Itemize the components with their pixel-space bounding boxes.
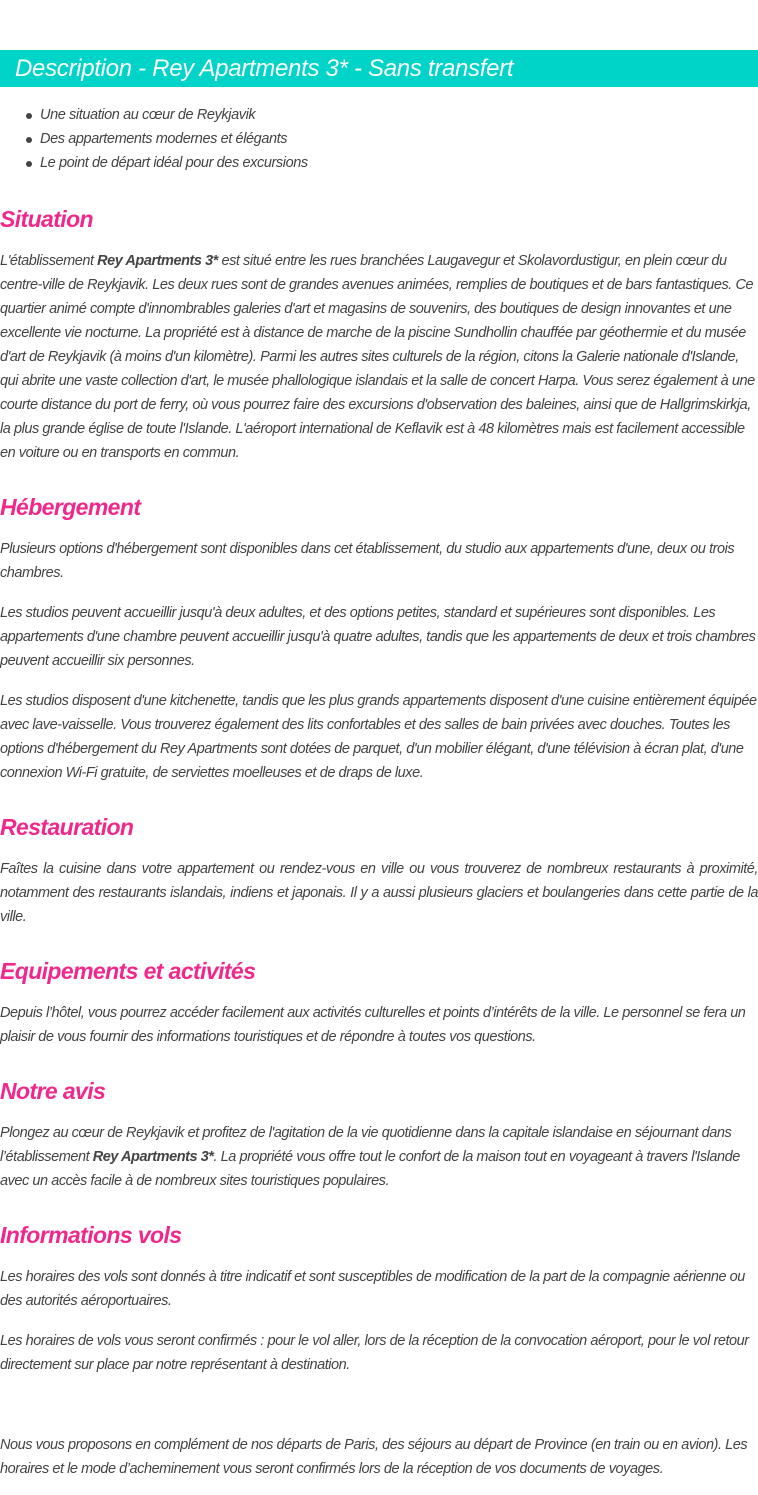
section-situation <box>0 205 758 465</box>
section-title: Equipements et activités <box>0 958 256 984</box>
equipements-paragraph: Depuis l’hôtel, vous pourrez accéder facilement aux activités culturelles et points d’intérêts de la ville. Le personnel se fera un plaisir de vous fournir des informations touristiques et de répondre à toutes vos questions. <box>0 1005 746 1045</box>
highlights-list <box>0 103 308 175</box>
vols-paragraph: Nous vous proposons en complément de nos départs de Paris, des séjours au départ de Province (en train ou en avion). Les horaires et le mode d’acheminement vous seront confirmés lors de la réception de vos documents de voyages. <box>0 1437 748 1477</box>
vols-paragraph: Les horaires des vols sont donnés à titre indicatif et sont susceptibles de modification de la part de la compagnie aérienne ou des autorités aéroportuaires. <box>0 1269 745 1309</box>
page-title: Description - Rey Apartments 3* - Sans transfert <box>15 55 514 82</box>
section-avis <box>0 1077 758 1193</box>
hebergement-paragraph: Les studios disposent d'une kitchenette, tandis que les plus grands appartements disposent d'une cuisine entièrement équipée avec lave-vaisselle. Vous trouverez également des lits confortables et des salles de bain privées avec douches. Toutes les options d'hébergement du Rey Apartments sont dotées de parquet, d'un mobilier élégant, d'une télévision à écran plat, d'une connexion Wi-Fi gratuite, de serviettes moelleuses et de draps de luxe. <box>0 693 757 781</box>
highlight-item: Le point de départ idéal pour des excursions <box>0 151 308 175</box>
section-title: Informations vols <box>0 1222 182 1248</box>
hotel-name: Rey Apartments 3* <box>97 253 218 269</box>
text: . La propriété vous offre tout le confort de la maison tout en voyageant à travers l'Islande avec un accès facile à de nombreux sites touristiques populaires. <box>0 1149 740 1189</box>
section-title: Notre avis <box>0 1078 106 1104</box>
hebergement-paragraph: Plusieurs options d'hébergement sont disponibles dans cet établissement, du studio aux appartements d'une, deux ou trois chambres. <box>0 541 735 581</box>
hotel-name: Rey Apartments 3* <box>92 1149 214 1165</box>
highlight-item: Une situation au cœur de Reykjavik <box>0 103 308 127</box>
section-title: Situation <box>0 206 93 232</box>
section-title: Restauration <box>0 814 134 840</box>
avis-paragraph <box>0 1121 758 1193</box>
vols-paragraph: Les horaires de vols vous seront confirmés : pour le vol aller, lors de la réception de la convocation aéroport, pour le vol retour directement sur place par notre représentant à destination. <box>0 1333 749 1373</box>
section-vols <box>0 1221 758 1481</box>
section-restauration <box>0 813 758 929</box>
section-hebergement <box>0 493 758 785</box>
text: est situé entre les rues branchées Laugavegur et Skolavordustigur, en plein cœur du centre-ville de Reykjavik. Les deux rues sont de grandes avenues animées, remplies de boutiques et de bars fantastiques. Ce quartier animé compte d'innombrables galeries d'art et magasins de souvenirs, des boutiques de design innovantes et une excellente vie nocturne. La propriété est à distance de marche de la piscine Sundhollin chauffée par géothermie et du musée d'art de Reykjavik (à moins d'un kilomètre). Parmi les autres sites culturels de la région, citons la Galerie nationale d'Islande, qui abrite une vaste collection d'art, le musée phallologique islandais et la salle de concert Harpa. Vous serez également à une courte distance du port de ferry, où vous pourrez faire des excursions d'observation des baleines, ainsi que de Hallgrimskirkja, la plus grande église de toute l'Islande. L'aéroport international de Keflavik est à 48 kilomètres mais est facilement accessible en voiture ou en transports en commun. <box>0 253 755 461</box>
section-equipements <box>0 957 758 1049</box>
description-header <box>0 50 758 87</box>
text: L'établissement <box>0 253 98 269</box>
situation-paragraph <box>0 249 758 465</box>
text: Plongez au cœur de Reykjavik et profitez de l'agitation de la vie quotidienne dans la capitale islandaise en séjournant dans l’établissement <box>0 1125 732 1165</box>
section-title: Hébergement <box>0 494 141 520</box>
hebergement-paragraph: Les studios peuvent accueillir jusqu'à deux adultes, et des options petites, standard et supérieures sont disponibles. Les appartements d'une chambre peuvent accueillir jusqu'à quatre adultes, tandis que les appartements de deux et trois chambres peuvent accueillir six personnes. <box>0 605 756 669</box>
highlight-item: Des appartements modernes et élégants <box>0 127 308 151</box>
restauration-paragraph: Faîtes la cuisine dans votre appartement ou rendez-vous en ville ou vous trouverez de nombreux restaurants à proximité, notamment des restaurants islandais, indiens et japonais. Il y a aussi plusieurs glaciers et boulangeries dans cette partie de la ville. <box>0 861 758 925</box>
